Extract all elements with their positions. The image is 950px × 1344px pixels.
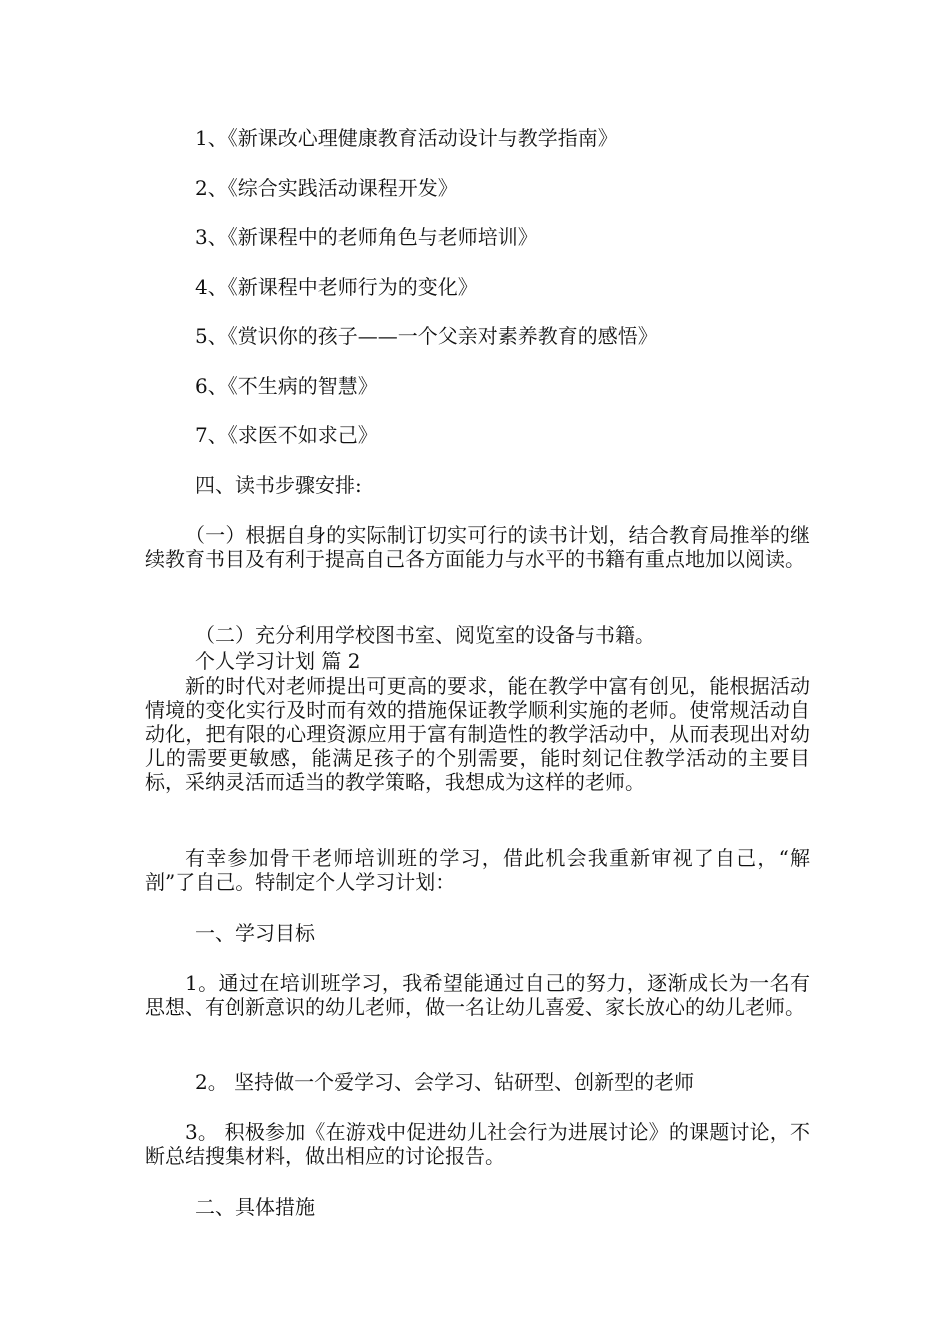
part-two-title: 个人学习计划 篇 2: [195, 649, 361, 673]
section-four-heading: 四、读书步骤安排:: [195, 473, 362, 497]
reading-list-item-3: 3、《新课程中的老师角色与老师培训》: [195, 225, 538, 249]
step-two-paragraph: （二）充分利用学校图书室、阅览室的设备与书籍。: [195, 623, 655, 647]
reading-list-item-7: 7、《求医不如求己》: [195, 423, 378, 447]
reading-list-item-4: 4、《新课程中老师行为的变化》: [195, 275, 478, 299]
reading-list-item-1: 1、《新课改心理健康教育活动设计与教学指南》: [195, 126, 618, 150]
purpose-paragraph: 有幸参加骨干老师培训班的学习，借此机会我重新审视了自己，“解剖”了自己。特制定个人学习计划：: [145, 846, 810, 894]
intro-paragraph: 新的时代对老师提出可更高的要求，能在教学中富有创见，能根据活动情境的变化实行及时而有效的措施保证教学顺利实施的老师。使常规活动自动化，把有限的心理资源应用于富有制造性的教学活动中，从而表现出对幼儿的需要更敏感，能满足孩子的个别需要，能时刻记住教学活动的主要目标，采纳灵活而适当的教学策略，我想成为这样的老师。: [145, 674, 810, 794]
goal-one-paragraph: 1。通过在培训班学习，我希望能通过自己的努力，逐渐成长为一名有思想、有创新意识的幼儿老师，做一名让幼儿喜爱、家长放心的幼儿老师。: [145, 971, 810, 1019]
step-one-paragraph: （一）根据自身的实际制订切实可行的读书计划，结合教育局推举的继续教育书目及有利于提高自己各方面能力与水平的书籍有重点地加以阅读。: [145, 523, 810, 571]
reading-list-item-2: 2、《综合实践活动课程开发》: [195, 176, 458, 200]
goals-heading: 一、学习目标: [195, 921, 315, 945]
goal-three-paragraph: 3。 积极参加《在游戏中促进幼儿社会行为进展讨论》的课题讨论，不断总结搜集材料，做出相应的讨论报告。: [145, 1120, 810, 1168]
reading-list-item-5: 5、《赏识你的孩子——一个父亲对素养教育的感悟》: [195, 324, 658, 348]
measures-heading: 二、具体措施: [195, 1195, 315, 1219]
goal-two-paragraph: 2。 坚持做一个爱学习、会学习、钻研型、创新型的老师: [195, 1070, 695, 1094]
reading-list-item-6: 6、《不生病的智慧》: [195, 374, 378, 398]
